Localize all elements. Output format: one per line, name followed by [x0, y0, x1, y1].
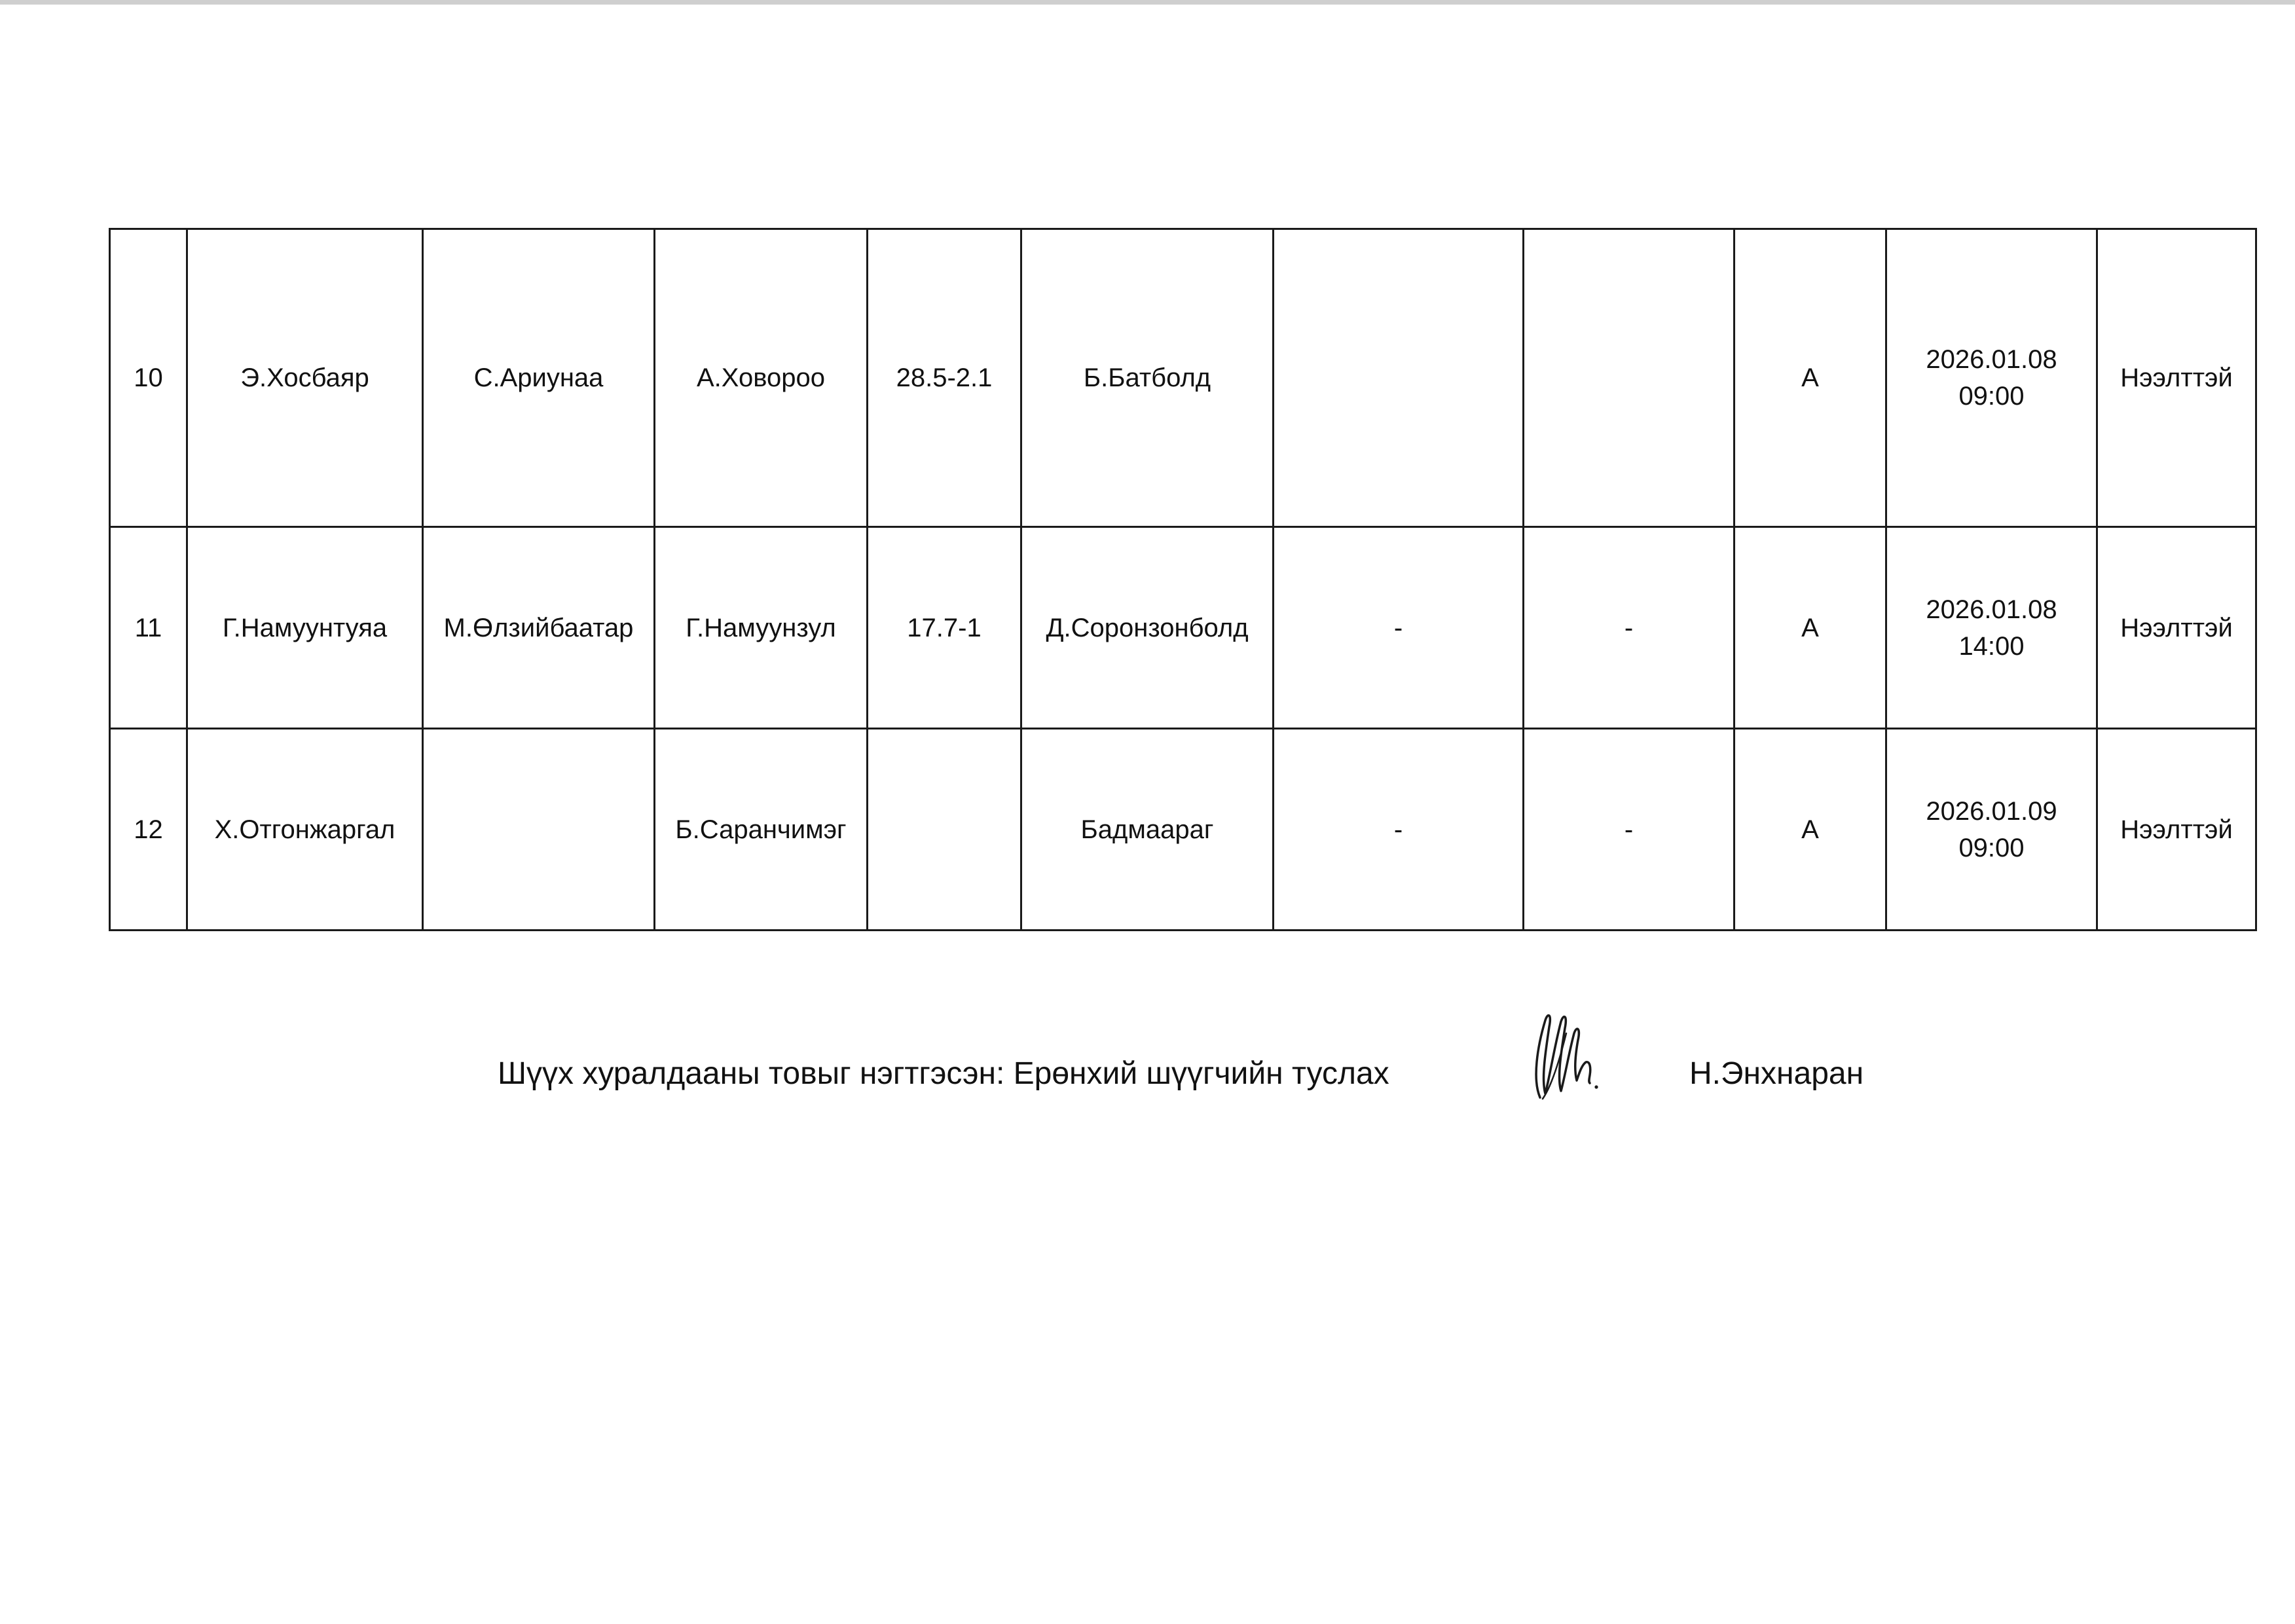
cell-judge: Д.Соронзонболд	[1021, 527, 1274, 729]
hearing-date: 2026.01.09	[1926, 796, 2057, 826]
hearing-date: 2026.01.08	[1926, 345, 2057, 374]
cell-party: Б.Саранчимэг	[655, 729, 868, 931]
cell-empty	[1274, 229, 1524, 527]
row-number: 10	[110, 229, 187, 527]
cell-judge: Бадмаараг	[1021, 729, 1274, 931]
cell-party: Э.Хосбаяр	[187, 229, 423, 527]
hearing-date: 2026.01.08	[1926, 595, 2057, 624]
cell-status: Нээлттэй	[2097, 229, 2256, 527]
hearing-schedule-table	[109, 228, 2257, 931]
cell-party: С.Ариунаа	[423, 229, 655, 527]
cell-status: Нээлттэй	[2097, 527, 2256, 729]
cell-room: А	[1735, 527, 1886, 729]
cell-article: 28.5-2.1	[868, 229, 1021, 527]
hearing-time: 09:00	[1958, 833, 2025, 862]
cell-party: Г.Намуунтуяа	[187, 527, 423, 729]
cell-datetime	[1886, 729, 2097, 931]
cell-party: А.Ховороо	[655, 229, 868, 527]
cell-judge: Б.Батболд	[1021, 229, 1274, 527]
row-number: 11	[110, 527, 187, 729]
cell-party: Г.Намуунзул	[655, 527, 868, 729]
signature-block	[498, 1048, 1938, 1100]
cell-party: Х.Отгонжаргал	[187, 729, 423, 931]
row-number: 12	[110, 729, 187, 931]
cell-party: М.Өлзийбаатар	[423, 527, 655, 729]
cell-datetime	[1886, 229, 2097, 527]
signer-name: Н.Энхнаран	[1689, 1056, 1864, 1091]
compiled-by-label: Шүүх хуралдааны товыг нэгтгэсэн: Ерөнхий шүүгчийн туслах	[498, 1056, 1389, 1091]
hearing-time: 14:00	[1958, 631, 2025, 661]
cell-party	[423, 729, 655, 931]
table-row	[110, 229, 2256, 527]
cell-article: 17.7-1	[868, 527, 1021, 729]
table-row	[110, 729, 2256, 931]
cell-dash: -	[1524, 527, 1735, 729]
cell-datetime	[1886, 527, 2097, 729]
handwritten-signature-icon	[1526, 1007, 1611, 1105]
cell-room: А	[1735, 729, 1886, 931]
table-row	[110, 527, 2256, 729]
cell-room: А	[1735, 229, 1886, 527]
cell-dash: -	[1274, 729, 1524, 931]
cell-dash: -	[1524, 729, 1735, 931]
cell-dash: -	[1274, 527, 1524, 729]
cell-empty	[1524, 229, 1735, 527]
hearing-time: 09:00	[1958, 382, 2025, 411]
cell-status: Нээлттэй	[2097, 729, 2256, 931]
scan-edge	[0, 0, 2295, 5]
cell-article	[868, 729, 1021, 931]
